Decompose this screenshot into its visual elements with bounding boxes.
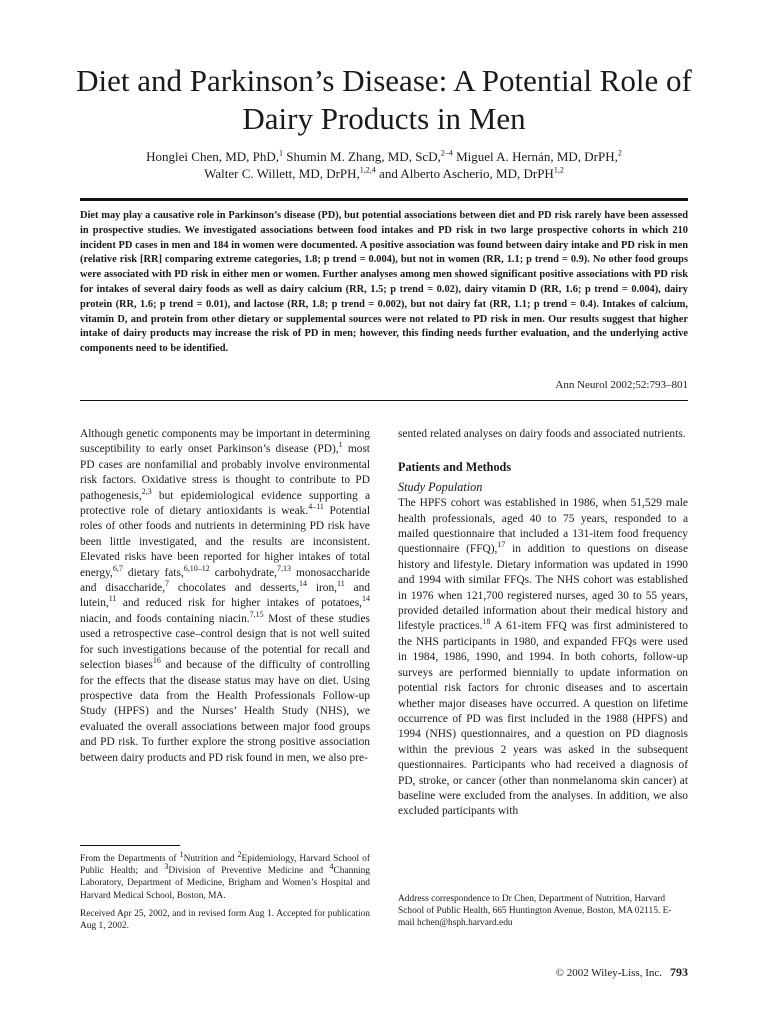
- page-number: 793: [670, 965, 688, 979]
- study-population-paragraph: The HPFS cohort was established in 1986, when 51,529 male health professionals, aged 40 to 75 years, responded to a mailed questionnaire that included a 131-item food frequency questionnaire (FFQ),$^{17}$ in addition to questions on disease history and lifestyle. Dietary information was updated in 1990 and 1994 with similar FFQs. The NHS cohort was established in 1976 when 121,700 registered nurses, aged 30 to 55 years, provided detailed information about their medical history and lifestyle practices.$^{18}$ A 61-item FFQ was first administered to the NHS participants in 1980, and expanded FFQs were used in 1984, 1986, 1990, and 1994. In both cohorts, follow-up surveys are performed biennially to update information on potential risk factors for chronic diseases and to ascertain whether major diseases have occurred. A question on lifetime occurrence of PD was first included in the 1988 (HPFS) and 1994 (NHS) questionnaires, and a question on PD diagnosis within the previous 2 years was asked in the subsequent questionnaires. Participants who had received a diagnosis of PD, stroke, or cancer (other than nonmelanoma skin cancer) at baseline were excluded from the analyses. In addition, we also excluded participants with: [398, 497, 689, 818]
- intro-paragraph: Although genetic components may be important in determining susceptibility to early onset Parkinson’s disease (PD),$^1$ most PD cases are nonfamilial and probably involve environmental risk factors. Oxidative stress is thought to contribute to PD pathogenesis,$^{2,3}$ but epidemiological evidence supporting a protective role of dietary antioxidants is weak.$^{4-11}$ Potential roles of other foods and nutrients in determining PD risk have been little investigated, and the results are inconsistent. Elevated risks have been reported for higher intakes of total energy,$^{6,7}$ dietary fats,$^{6,10-12}$ carbohydrate,$^{7,13}$ monosaccharide and disaccharide,$^7$ chocolates and desserts,$^{14}$ iron,$^{11}$ and lutein,$^{11}$ and reduced risk for higher intakes of potatoes,$^{14}$ niacin, and foods containing niacin.$^{7,15}$ Most of these studies used a retrospective case–control design that is not well suited for such investigations because of the potential for recall and selection biases$^{16}$ and because of the difficulty of controlling for the effects that the disease status may have on diet. Using prospective data from the Health Professionals Follow-up Study (HPFS) and the Nurses’ Health Study (NHS), we evaluated the overall associations between major food groups and PD risk. To further explore the strong positive association between dairy products and PD risk found in men, we also pre-: [80, 428, 371, 764]
- author-affiliation-superscript: 2: [617, 148, 622, 158]
- reference-superscript: 7: [165, 579, 170, 589]
- correspondence-footnote: Address correspondence to Dr Chen, Department of Nutrition, Harvard School of Public Health, 665 Huntington Avenue, Boston, MA 02115. E-mail hchen@hsph.harvard.edu: [398, 894, 672, 929]
- received-footnote: Received Apr 25, 2002, and in revised form Aug 1. Accepted for publication Aug 1, 2002.: [80, 909, 370, 932]
- reference-superscript: 6,7: [112, 563, 123, 573]
- reference-superscript: 1: [338, 440, 343, 450]
- reference-superscript: 17: [497, 540, 506, 550]
- author-affiliation-superscript: 1: [279, 148, 284, 158]
- author-affiliation-superscript: 1,2,4: [359, 165, 376, 175]
- author-name: Miguel A. Hernán, MD, DrPH,: [456, 149, 618, 164]
- author-affiliation-superscript: 1,2: [553, 165, 564, 175]
- reference-superscript: 2: [237, 849, 242, 859]
- reference-superscript: 11: [337, 579, 345, 589]
- reference-superscript: 3: [164, 862, 169, 872]
- reference-superscript: 4: [329, 862, 334, 872]
- reference-superscript: 11: [108, 594, 117, 604]
- author-name: Alberto Ascherio, MD, DrPH: [400, 166, 554, 181]
- author-affiliation-superscript: 2–4: [440, 148, 453, 158]
- copyright-notice: © 2002 Wiley-Liss, Inc.: [555, 967, 662, 979]
- author-name: Walter C. Willett, MD, DrPH,: [204, 166, 360, 181]
- footnote-rule: [80, 845, 180, 846]
- section-heading: Patients and Methods: [398, 460, 512, 475]
- abstract-bottom-rule: [80, 400, 688, 401]
- right-column: [398, 427, 688, 820]
- reference-superscript: 7,15: [249, 610, 264, 620]
- reference-superscript: 18: [482, 617, 491, 627]
- left-column: [80, 427, 370, 766]
- subsection-heading: Study Population: [398, 479, 483, 494]
- reference-superscript: 2,3: [141, 486, 152, 496]
- reference-superscript: 4–11: [308, 502, 324, 512]
- reference-superscript: 14: [298, 579, 307, 589]
- reference-superscript: 1: [179, 849, 184, 859]
- reference-superscript: 7,13: [277, 563, 292, 573]
- author-name: Honglei Chen, MD, PhD,: [146, 149, 280, 164]
- reference-superscript: 6,10–12: [183, 563, 210, 573]
- journal-citation: Ann Neurol 2002;52:793–801: [555, 379, 688, 391]
- reference-superscript: 14: [362, 594, 370, 604]
- page-footer: [556, 965, 688, 980]
- abstract-top-rule: [80, 198, 688, 201]
- reference-superscript: 16: [152, 656, 161, 666]
- affiliations-footnote: From the Departments of $^1$Nutrition and $^2$Epidemiology, Harvard School of Public Health; and $^3$Division of Preventive Medicine and $^4$Channing Laboratory, Department of Medicine, Brigham and Women’s Hospital and Harvard Medical School, Boston, MA.: [80, 849, 370, 901]
- author-name: Shumin M. Zhang, MD, ScD,: [286, 149, 441, 164]
- intro-continuation: sented related analyses on dairy foods and associated nutrients.: [398, 428, 686, 440]
- abstract: Diet may play a causative role in Parkinson’s disease (PD), but potential associations between diet and PD risk rarely have been assessed in prospective studies. We investigated associations between food intakes and PD risk in two large prospective cohorts in which 210 incident PD cases in men and 184 in women were documented. A positive association was found between dairy intake and PD risk in men (relative risk [RR] comparing extreme categories, 1.8; p trend = 0.004), but not in women (RR, 1.1; p trend = 0.9). No other food groups were associated with PD risk in either men or women. Further analyses among men showed significant positive associations with PD risk for intakes of several dairy foods as well as dairy calcium (RR, 1.5; p trend = 0.02), dairy vitamin D (RR, 1.6; p trend = 0.004), dairy protein (RR, 1.6; p trend = 0.01), and lactose (RR, 1.8; p trend = 0.002), but not dairy fat (RR, 1.1; p trend = 0.4). Intakes of calcium, vitamin D, and protein from other dietary or supplemental sources were not related to PD risk in men. Our results suggest that higher intake of dairy products may increase the risk of PD in men; however, this finding needs further evaluation, and the underlying active components need to be identified.: [80, 210, 688, 355]
- author-list: Honglei Chen, MD, PhD,$^1$ Shumin M. Zhang, MD, ScD,$^{2-4}$ Miguel A. Hernán, MD, DrPH,$^2$ Walter C. Willett, MD, DrPH,$^{1,2,4}$ and Alberto Ascherio, MD, DrPH$^{1,2}$: [146, 148, 622, 181]
- article-title: Diet and Parkinson’s Disease: A Potential Role of Dairy Products in Men: [76, 63, 692, 136]
